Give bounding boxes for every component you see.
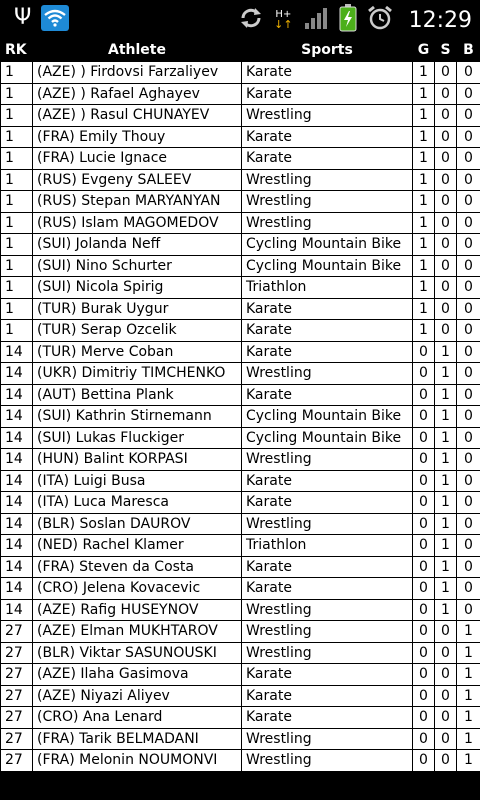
sport-cell: Karate xyxy=(242,556,413,578)
rank-cell: 27 xyxy=(1,707,33,729)
silver-count-cell: 1 xyxy=(435,427,457,449)
bronze-count-cell: 0 xyxy=(457,427,480,449)
gold-count-cell: 0 xyxy=(413,470,435,492)
bronze-count-cell: 0 xyxy=(457,470,480,492)
rank-cell: 1 xyxy=(1,148,33,170)
athlete-cell: (AZE) Niyazi Aliyev xyxy=(33,685,242,707)
bronze-count-cell: 0 xyxy=(457,599,480,621)
header-athlete[interactable]: Athlete xyxy=(33,39,242,62)
table-row[interactable] xyxy=(1,470,480,492)
table-row[interactable] xyxy=(1,320,480,342)
bronze-count-cell: 1 xyxy=(457,728,480,750)
sport-cell: Wrestling xyxy=(242,363,413,385)
rank-cell: 1 xyxy=(1,169,33,191)
athlete-cell: (SUI) Nicola Spirig xyxy=(33,277,242,299)
sport-cell: Cycling Mountain Bike xyxy=(242,427,413,449)
table-row[interactable] xyxy=(1,384,480,406)
silver-count-cell: 1 xyxy=(435,492,457,514)
silver-count-cell: 1 xyxy=(435,363,457,385)
athlete-cell: (SUI) Kathrin Stirnemann xyxy=(33,406,242,428)
silver-count-cell: 0 xyxy=(435,148,457,170)
bronze-count-cell: 0 xyxy=(457,212,480,234)
rank-cell: 1 xyxy=(1,62,33,84)
bronze-count-cell: 1 xyxy=(457,685,480,707)
table-header-row xyxy=(1,39,480,62)
silver-count-cell: 0 xyxy=(435,642,457,664)
bronze-count-cell: 1 xyxy=(457,664,480,686)
athlete-cell: (AZE) ) Rasul CHUNAYEV xyxy=(33,105,242,127)
table-row[interactable] xyxy=(1,169,480,191)
rank-cell: 27 xyxy=(1,750,33,772)
sport-cell: Karate xyxy=(242,83,413,105)
table-row[interactable] xyxy=(1,83,480,105)
athlete-cell: (BLR) Viktar SASUNOUSKI xyxy=(33,642,242,664)
athlete-cell: (SUI) Lukas Fluckiger xyxy=(33,427,242,449)
table-row[interactable] xyxy=(1,363,480,385)
sport-cell: Wrestling xyxy=(242,728,413,750)
athlete-cell: (FRA) Tarik BELMADANI xyxy=(33,728,242,750)
sport-cell: Triathlon xyxy=(242,277,413,299)
silver-count-cell: 0 xyxy=(435,169,457,191)
sport-cell: Wrestling xyxy=(242,449,413,471)
bronze-count-cell: 0 xyxy=(457,148,480,170)
header-rk[interactable]: RK xyxy=(1,39,33,62)
athlete-cell: (HUN) Balint KORPASI xyxy=(33,449,242,471)
silver-count-cell: 0 xyxy=(435,83,457,105)
athlete-cell: (ITA) Luigi Busa xyxy=(33,470,242,492)
silver-count-cell: 0 xyxy=(435,750,457,772)
gold-count-cell: 0 xyxy=(413,642,435,664)
bronze-count-cell: 0 xyxy=(457,277,480,299)
gold-count-cell: 0 xyxy=(413,363,435,385)
bronze-count-cell: 0 xyxy=(457,255,480,277)
header-silver[interactable]: S xyxy=(435,39,457,62)
table-row[interactable] xyxy=(1,341,480,363)
alarm-icon xyxy=(367,5,393,35)
silver-count-cell: 1 xyxy=(435,384,457,406)
bronze-count-cell: 1 xyxy=(457,642,480,664)
table-row[interactable] xyxy=(1,578,480,600)
medal-table xyxy=(0,38,480,772)
silver-count-cell: 1 xyxy=(435,599,457,621)
bronze-count-cell: 0 xyxy=(457,83,480,105)
table-row[interactable] xyxy=(1,126,480,148)
sync-icon xyxy=(238,5,264,35)
silver-count-cell: 0 xyxy=(435,707,457,729)
silver-count-cell: 0 xyxy=(435,255,457,277)
rank-cell: 1 xyxy=(1,191,33,213)
sport-cell: Karate xyxy=(242,578,413,600)
bronze-count-cell: 0 xyxy=(457,384,480,406)
header-sports[interactable]: Sports xyxy=(242,39,413,62)
bronze-count-cell: 0 xyxy=(457,320,480,342)
rank-cell: 14 xyxy=(1,341,33,363)
silver-count-cell: 1 xyxy=(435,513,457,535)
rank-cell: 14 xyxy=(1,599,33,621)
athlete-cell: (TUR) Burak Uygur xyxy=(33,298,242,320)
table-row[interactable] xyxy=(1,728,480,750)
gold-count-cell: 0 xyxy=(413,685,435,707)
gold-count-cell: 0 xyxy=(413,750,435,772)
rank-cell: 1 xyxy=(1,234,33,256)
athlete-cell: (TUR) Merve Coban xyxy=(33,341,242,363)
athlete-cell: (CRO) Jelena Kovacevic xyxy=(33,578,242,600)
bronze-count-cell: 0 xyxy=(457,126,480,148)
rank-cell: 27 xyxy=(1,621,33,643)
rank-cell: 14 xyxy=(1,406,33,428)
table-row[interactable] xyxy=(1,642,480,664)
bronze-count-cell: 0 xyxy=(457,556,480,578)
gold-count-cell: 1 xyxy=(413,126,435,148)
sport-cell: Wrestling xyxy=(242,105,413,127)
silver-count-cell: 0 xyxy=(435,298,457,320)
table-row[interactable] xyxy=(1,234,480,256)
gold-count-cell: 1 xyxy=(413,148,435,170)
bronze-count-cell: 0 xyxy=(457,535,480,557)
silver-count-cell: 0 xyxy=(435,126,457,148)
rank-cell: 1 xyxy=(1,298,33,320)
gold-count-cell: 0 xyxy=(413,449,435,471)
sport-cell: Karate xyxy=(242,470,413,492)
athlete-cell: (ITA) Luca Maresca xyxy=(33,492,242,514)
gold-count-cell: 0 xyxy=(413,513,435,535)
rank-cell: 14 xyxy=(1,363,33,385)
wifi-icon xyxy=(41,5,69,31)
gold-count-cell: 0 xyxy=(413,556,435,578)
rank-cell: 27 xyxy=(1,728,33,750)
bronze-count-cell: 0 xyxy=(457,62,480,84)
sport-cell: Cycling Mountain Bike xyxy=(242,406,413,428)
table-row[interactable] xyxy=(1,599,480,621)
athlete-cell: (NED) Rachel Klamer xyxy=(33,535,242,557)
silver-count-cell: 0 xyxy=(435,685,457,707)
gold-count-cell: 1 xyxy=(413,169,435,191)
silver-count-cell: 0 xyxy=(435,728,457,750)
silver-count-cell: 0 xyxy=(435,277,457,299)
silver-count-cell: 1 xyxy=(435,470,457,492)
athlete-cell: (CRO) Ana Lenard xyxy=(33,707,242,729)
athlete-cell: (FRA) Melonin NOUMONVI xyxy=(33,750,242,772)
table-row[interactable] xyxy=(1,298,480,320)
table-row[interactable] xyxy=(1,212,480,234)
bronze-count-cell: 0 xyxy=(457,191,480,213)
gold-count-cell: 0 xyxy=(413,492,435,514)
gold-count-cell: 0 xyxy=(413,621,435,643)
bronze-count-cell: 0 xyxy=(457,578,480,600)
sport-cell: Cycling Mountain Bike xyxy=(242,234,413,256)
table-row[interactable] xyxy=(1,255,480,277)
table-row[interactable] xyxy=(1,148,480,170)
athlete-cell: (FRA) Steven da Costa xyxy=(33,556,242,578)
usb-icon: Ψ xyxy=(14,5,32,30)
athlete-cell: (AZE) Elman MUKHTAROV xyxy=(33,621,242,643)
athlete-cell: (BLR) Soslan DAUROV xyxy=(33,513,242,535)
sport-cell: Karate xyxy=(242,298,413,320)
athlete-cell: (SUI) Nino Schurter xyxy=(33,255,242,277)
bronze-count-cell: 0 xyxy=(457,363,480,385)
gold-count-cell: 0 xyxy=(413,578,435,600)
silver-count-cell: 0 xyxy=(435,62,457,84)
sport-cell: Karate xyxy=(242,341,413,363)
table-row[interactable] xyxy=(1,685,480,707)
table-row[interactable] xyxy=(1,105,480,127)
gold-count-cell: 1 xyxy=(413,277,435,299)
athlete-cell: (FRA) Lucie Ignace xyxy=(33,148,242,170)
bronze-count-cell: 1 xyxy=(457,621,480,643)
athlete-cell: (AUT) Bettina Plank xyxy=(33,384,242,406)
bronze-count-cell: 0 xyxy=(457,492,480,514)
sport-cell: Wrestling xyxy=(242,513,413,535)
gold-count-cell: 0 xyxy=(413,341,435,363)
athlete-cell: (FRA) Emily Thouy xyxy=(33,126,242,148)
table-row[interactable] xyxy=(1,427,480,449)
signal-icon xyxy=(303,5,329,35)
silver-count-cell: 1 xyxy=(435,406,457,428)
gold-count-cell: 1 xyxy=(413,62,435,84)
rank-cell: 1 xyxy=(1,126,33,148)
sport-cell: Karate xyxy=(242,384,413,406)
gold-count-cell: 1 xyxy=(413,234,435,256)
silver-count-cell: 0 xyxy=(435,320,457,342)
sport-cell: Cycling Mountain Bike xyxy=(242,255,413,277)
bronze-count-cell: 0 xyxy=(457,105,480,127)
gold-count-cell: 1 xyxy=(413,320,435,342)
silver-count-cell: 0 xyxy=(435,212,457,234)
clock: 12:29 xyxy=(408,7,472,33)
bronze-count-cell: 1 xyxy=(457,707,480,729)
sport-cell: Karate xyxy=(242,62,413,84)
rank-cell: 14 xyxy=(1,470,33,492)
table-row[interactable] xyxy=(1,707,480,729)
athlete-cell: (UKR) Dimitriy TIMCHENKO xyxy=(33,363,242,385)
athlete-cell: (RUS) Islam MAGOMEDOV xyxy=(33,212,242,234)
athlete-cell: (AZE) Ilaha Gasimova xyxy=(33,664,242,686)
sport-cell: Wrestling xyxy=(242,642,413,664)
sport-cell: Wrestling xyxy=(242,169,413,191)
sport-cell: Karate xyxy=(242,664,413,686)
table-row[interactable] xyxy=(1,513,480,535)
bronze-count-cell: 0 xyxy=(457,449,480,471)
bronze-count-cell: 0 xyxy=(457,234,480,256)
gold-count-cell: 1 xyxy=(413,298,435,320)
rank-cell: 27 xyxy=(1,685,33,707)
silver-count-cell: 0 xyxy=(435,664,457,686)
athlete-cell: (TUR) Serap Ozcelik xyxy=(33,320,242,342)
bronze-count-cell: 0 xyxy=(457,298,480,320)
rank-cell: 27 xyxy=(1,664,33,686)
gold-count-cell: 0 xyxy=(413,664,435,686)
silver-count-cell: 1 xyxy=(435,341,457,363)
rank-cell: 14 xyxy=(1,535,33,557)
rank-cell: 1 xyxy=(1,255,33,277)
gold-count-cell: 0 xyxy=(413,599,435,621)
rank-cell: 1 xyxy=(1,83,33,105)
athlete-cell: (RUS) Evgeny SALEEV xyxy=(33,169,242,191)
rank-cell: 27 xyxy=(1,642,33,664)
gold-count-cell: 0 xyxy=(413,535,435,557)
silver-count-cell: 1 xyxy=(435,578,457,600)
gold-count-cell: 1 xyxy=(413,255,435,277)
sport-cell: Wrestling xyxy=(242,599,413,621)
table-row[interactable] xyxy=(1,277,480,299)
rank-cell: 14 xyxy=(1,513,33,535)
table-row[interactable] xyxy=(1,556,480,578)
battery-charging-icon xyxy=(339,4,357,36)
bronze-count-cell: 1 xyxy=(457,750,480,772)
rank-cell: 1 xyxy=(1,277,33,299)
gold-count-cell: 0 xyxy=(413,707,435,729)
sport-cell: Karate xyxy=(242,707,413,729)
table-row[interactable] xyxy=(1,191,480,213)
rank-cell: 14 xyxy=(1,384,33,406)
gold-count-cell: 1 xyxy=(413,105,435,127)
sport-cell: Karate xyxy=(242,492,413,514)
silver-count-cell: 1 xyxy=(435,449,457,471)
gold-count-cell: 1 xyxy=(413,212,435,234)
table-row[interactable] xyxy=(1,62,480,84)
bronze-count-cell: 0 xyxy=(457,341,480,363)
table-row[interactable] xyxy=(1,664,480,686)
gold-count-cell: 0 xyxy=(413,406,435,428)
gold-count-cell: 1 xyxy=(413,83,435,105)
gold-count-cell: 1 xyxy=(413,191,435,213)
silver-count-cell: 0 xyxy=(435,105,457,127)
rank-cell: 1 xyxy=(1,105,33,127)
rank-cell: 14 xyxy=(1,492,33,514)
sport-cell: Karate xyxy=(242,320,413,342)
sport-cell: Karate xyxy=(242,148,413,170)
header-gold[interactable]: G xyxy=(413,39,435,62)
table-row[interactable] xyxy=(1,535,480,557)
sport-cell: Wrestling xyxy=(242,750,413,772)
status-bar xyxy=(0,0,480,38)
rank-cell: 14 xyxy=(1,449,33,471)
athlete-cell: (AZE) Rafig HUSEYNOV xyxy=(33,599,242,621)
table-row[interactable] xyxy=(1,750,480,772)
table-row[interactable] xyxy=(1,621,480,643)
gold-count-cell: 0 xyxy=(413,384,435,406)
silver-count-cell: 0 xyxy=(435,191,457,213)
bronze-count-cell: 0 xyxy=(457,513,480,535)
sport-cell: Wrestling xyxy=(242,191,413,213)
header-bronze[interactable]: B xyxy=(457,39,480,62)
table-row[interactable] xyxy=(1,492,480,514)
rank-cell: 1 xyxy=(1,212,33,234)
gold-count-cell: 0 xyxy=(413,427,435,449)
rank-cell: 14 xyxy=(1,427,33,449)
sport-cell: Karate xyxy=(242,685,413,707)
silver-count-cell: 0 xyxy=(435,621,457,643)
silver-count-cell: 1 xyxy=(435,556,457,578)
sport-cell: Triathlon xyxy=(242,535,413,557)
athlete-cell: (AZE) ) Rafael Aghayev xyxy=(33,83,242,105)
sport-cell: Wrestling xyxy=(242,212,413,234)
athlete-cell: (AZE) ) Firdovsi Farzaliyev xyxy=(33,62,242,84)
silver-count-cell: 1 xyxy=(435,535,457,557)
silver-count-cell: 0 xyxy=(435,234,457,256)
gold-count-cell: 0 xyxy=(413,728,435,750)
rank-cell: 14 xyxy=(1,556,33,578)
rank-cell: 14 xyxy=(1,578,33,600)
athlete-cell: (SUI) Jolanda Neff xyxy=(33,234,242,256)
athlete-cell: (RUS) Stepan MARYANYAN xyxy=(33,191,242,213)
hplus-data-icon: H+ ↓↑ xyxy=(274,9,293,31)
sport-cell: Karate xyxy=(242,126,413,148)
sport-cell: Wrestling xyxy=(242,621,413,643)
bronze-count-cell: 0 xyxy=(457,169,480,191)
bronze-count-cell: 0 xyxy=(457,406,480,428)
table-row[interactable] xyxy=(1,406,480,428)
rank-cell: 1 xyxy=(1,320,33,342)
table-row[interactable] xyxy=(1,449,480,471)
